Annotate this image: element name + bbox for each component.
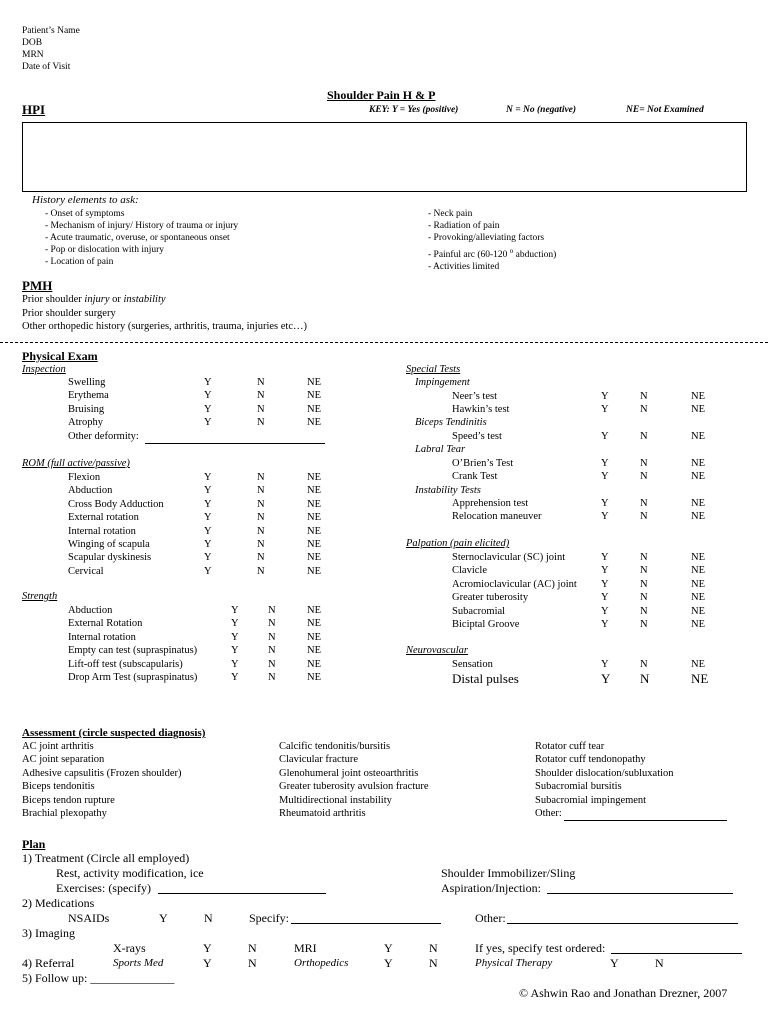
assessment-item[interactable]: Shoulder dislocation/subluxation — [535, 767, 674, 779]
inspection-0-ne[interactable]: NE — [307, 377, 321, 388]
inspection-3-ne[interactable]: NE — [307, 417, 321, 429]
list-item: - Pop or dislocation with injury — [45, 245, 165, 255]
neuro-0-ne[interactable]: NE — [691, 659, 705, 670]
inspection-1-ne[interactable]: NE — [307, 390, 321, 402]
inspection-0-y[interactable]: Y — [204, 377, 212, 388]
sports-med-label: Sports Med — [113, 957, 164, 969]
palpation-item: Subacromial — [452, 605, 506, 617]
xrays-label: X-rays — [113, 941, 146, 955]
plan-treatment: 1) Treatment (Circle all employed) — [22, 851, 190, 865]
history-heading: History elements to ask: — [32, 194, 139, 206]
strength-item: Abduction — [68, 605, 113, 616]
inspection-2-n[interactable]: N — [257, 403, 265, 415]
strength-2-y[interactable]: Y — [231, 631, 239, 643]
list-item: - Painful arc (60-120 $^o$ abduction) — [428, 247, 557, 261]
pmh-line-3: Other orthopedic history (surgeries, arthritis, trauma, injuries etc…) — [22, 321, 307, 332]
ins-0-n[interactable]: N — [640, 498, 648, 509]
exercises-blank[interactable] — [158, 893, 326, 894]
inspection-item: Swelling — [68, 377, 106, 388]
bic-0-ne[interactable]: NE — [691, 431, 705, 442]
pt-no[interactable]: N — [655, 956, 664, 970]
inspection-1-n[interactable]: N — [257, 390, 265, 402]
strength-3-ne[interactable]: NE — [307, 645, 321, 657]
history-right-list — [428, 208, 556, 273]
palpation-heading: Palpation (pain elicited) — [406, 538, 510, 549]
xrays-no[interactable]: N — [248, 941, 257, 955]
bic-0-n[interactable]: N — [640, 431, 648, 442]
imp-1-ne[interactable]: NE — [691, 404, 705, 416]
palpation-item: Sternoclavicular (SC) joint — [452, 552, 566, 563]
rom-3-ne[interactable]: NE — [307, 512, 321, 524]
key-not-examined: NE= Not Examined — [626, 105, 704, 115]
ins-1-y[interactable]: Y — [601, 511, 609, 523]
lab-1-ne[interactable]: NE — [691, 471, 705, 483]
palp-4-y[interactable]: Y — [601, 605, 609, 617]
test-ordered-blank[interactable] — [611, 953, 742, 954]
rom-7-n[interactable]: N — [257, 565, 265, 577]
plan-aspiration: Aspiration/Injection: — [441, 881, 541, 895]
page-title: Shoulder Pain H & P — [327, 88, 436, 102]
palp-0-y[interactable]: Y — [601, 552, 609, 563]
ins-1-ne[interactable]: NE — [691, 511, 705, 523]
palpation-item: Clavicle — [452, 565, 487, 577]
strength-0-ne[interactable]: NE — [307, 605, 321, 616]
mri-yes[interactable]: Y — [384, 941, 393, 955]
biceps-heading: Biceps Tendinitis — [415, 417, 487, 428]
palpation-item: Acromioclavicular (AC) joint — [452, 578, 577, 590]
orthopedics-yes[interactable]: Y — [384, 956, 393, 970]
assessment-item[interactable]: AC joint separation — [22, 754, 105, 766]
imp-0-ne[interactable]: NE — [691, 391, 705, 402]
physical-therapy-label: Physical Therapy — [475, 957, 553, 969]
assessment-item[interactable]: Biceps tendonitis — [22, 781, 95, 793]
assessment-item[interactable]: Other: — [535, 808, 562, 819]
ins-1-n[interactable]: N — [640, 511, 648, 523]
neuro-0-n[interactable]: N — [640, 659, 648, 670]
inspection-item: Erythema — [68, 390, 109, 402]
follow-up-blank[interactable]: ______________ — [90, 971, 175, 985]
plan-medications: 2) Medications — [22, 896, 95, 910]
rom-3-y[interactable]: Y — [204, 512, 212, 524]
mrn-label: MRN — [22, 50, 44, 60]
strength-1-ne[interactable]: NE — [307, 618, 321, 630]
section-divider — [0, 342, 768, 343]
palp-1-n[interactable]: N — [640, 565, 648, 577]
instability-item: Relocation maneuver — [452, 511, 542, 523]
nsaids-label: NSAIDs — [68, 911, 110, 925]
inspection-2-ne[interactable]: NE — [307, 403, 321, 415]
rom-2-y[interactable]: Y — [204, 498, 212, 510]
strength-5-n[interactable]: N — [268, 672, 276, 683]
rom-item: Cervical — [68, 565, 104, 577]
rom-6-ne[interactable]: NE — [307, 552, 321, 564]
palp-1-ne[interactable]: NE — [691, 565, 705, 577]
palp-4-n[interactable]: N — [640, 605, 648, 617]
instability-item: Apprehension test — [452, 498, 529, 509]
plan-follow-up: 5) Follow up: ______________ — [22, 971, 175, 985]
rom-item: Internal rotation — [68, 525, 136, 537]
palp-5-y[interactable]: Y — [601, 619, 609, 630]
neuro-1-ne[interactable]: NE — [691, 671, 709, 686]
key-no: N = No (negative) — [506, 105, 577, 115]
imp-1-n[interactable]: N — [640, 404, 648, 416]
copyright: © Ashwin Rao and Jonathan Drezner, 2007 — [519, 986, 728, 1000]
inspection-item: Bruising — [68, 403, 105, 415]
neuro-1-n[interactable]: N — [640, 671, 650, 686]
strength-4-y[interactable]: Y — [231, 658, 239, 670]
neuro-1-y[interactable]: Y — [601, 671, 611, 686]
list-item: - Location of pain — [45, 257, 114, 267]
plan-heading: Plan — [22, 837, 46, 851]
palp-5-ne[interactable]: NE — [691, 619, 705, 630]
assessment-item[interactable]: Multidirectional instability — [279, 794, 392, 806]
rom-4-y[interactable]: Y — [204, 525, 212, 537]
plan-exercises: Exercises: (specify) — [56, 881, 151, 895]
list-item: - Provoking/alleviating factors — [428, 233, 545, 243]
strength-4-ne[interactable]: NE — [307, 658, 321, 670]
list-item: - Activities limited — [428, 262, 500, 273]
rom-4-n[interactable]: N — [257, 525, 265, 537]
orthopedics-label: Orthopedics — [294, 957, 349, 969]
physical-exam-heading: Physical Exam — [22, 349, 98, 363]
assessment-item[interactable]: Subacromial impingement — [535, 794, 647, 806]
hpi-text-box[interactable] — [22, 122, 747, 192]
plan-referral: 4) Referral — [22, 956, 75, 970]
rom-7-y[interactable]: Y — [204, 565, 212, 577]
orthopedics-no[interactable]: N — [429, 956, 438, 970]
rom-0-y[interactable]: Y — [204, 472, 212, 483]
inspection-1-y[interactable]: Y — [204, 390, 212, 402]
lab-0-n[interactable]: N — [640, 458, 648, 469]
lab-1-y[interactable]: Y — [601, 471, 609, 483]
neuro-item: Distal pulses — [452, 671, 519, 686]
rom-2-ne[interactable]: NE — [307, 498, 321, 510]
rom-item: External rotation — [68, 512, 139, 524]
palp-4-ne[interactable]: NE — [691, 605, 705, 617]
palp-1-y[interactable]: Y — [601, 565, 609, 577]
plan-rest[interactable]: Rest, activity modification, ice — [56, 866, 204, 880]
labral-item: Crank Test — [452, 471, 498, 483]
bic-0-y[interactable]: Y — [601, 431, 609, 442]
assessment-heading: Assessment (circle suspected diagnosis) — [22, 727, 206, 739]
specify-label: Specify: — [249, 911, 289, 925]
pmh-line-2: Prior shoulder surgery — [22, 308, 116, 319]
list-item: - Mechanism of injury/ History of trauma or injury — [45, 221, 239, 231]
lab-1-n[interactable]: N — [640, 471, 648, 483]
assessment-item[interactable]: Calcific tendonitis/bursitis — [279, 741, 391, 752]
rom-heading: ROM (full active/passive) — [22, 458, 130, 469]
mri-label: MRI — [294, 941, 317, 955]
assessment-item[interactable]: Biceps tendon rupture — [22, 794, 115, 806]
assessment-item[interactable]: AC joint arthritis — [22, 741, 94, 752]
list-item: - Acute traumatic, overuse, or spontaneous onset — [45, 233, 230, 243]
list-item: - Radiation of pain — [428, 221, 500, 231]
palp-0-n[interactable]: N — [640, 552, 648, 563]
palp-0-ne[interactable]: NE — [691, 552, 705, 563]
nsaids-no[interactable]: N — [204, 911, 213, 925]
strength-heading: Strength — [22, 591, 58, 602]
other-deformity-label: Other deformity: — [68, 430, 139, 442]
sports-med-yes[interactable]: Y — [203, 956, 212, 970]
assessment-item[interactable]: Greater tuberosity avulsion fracture — [279, 781, 429, 793]
strength-item: Lift-off test (subscapularis) — [68, 658, 183, 670]
rom-5-ne[interactable]: NE — [307, 539, 321, 550]
pmh-line-1: Prior shoulder injury or instability — [22, 294, 166, 305]
palp-2-y[interactable]: Y — [601, 578, 609, 590]
strength-item: Internal rotation — [68, 631, 136, 643]
rom-3-n[interactable]: N — [257, 512, 265, 524]
list-item: - Neck pain — [428, 209, 473, 219]
aspiration-blank[interactable] — [547, 893, 733, 894]
rom-5-n[interactable]: N — [257, 539, 265, 550]
assessment-other-blank[interactable] — [564, 820, 727, 821]
palp-3-n[interactable]: N — [640, 592, 648, 604]
assessment-item[interactable]: Adhesive capsulitis (Frozen shoulder) — [22, 767, 182, 779]
inspection-heading: Inspection — [22, 364, 66, 375]
rom-item: Winging of scapula — [68, 539, 150, 550]
assessment-item[interactable]: Clavicular fracture — [279, 754, 358, 766]
pmh-heading: PMH — [22, 278, 53, 293]
xrays-yes[interactable]: Y — [203, 941, 212, 955]
assessment-item[interactable]: Subacromial bursitis — [535, 781, 622, 793]
imp-1-y[interactable]: Y — [601, 404, 609, 416]
strength-3-y[interactable]: Y — [231, 645, 239, 657]
special-tests-heading: Special Tests — [406, 364, 461, 375]
rom-6-n[interactable]: N — [257, 552, 265, 564]
assessment-item[interactable]: Rotator cuff tendonopathy — [535, 754, 646, 766]
palp-2-n[interactable]: N — [640, 578, 648, 590]
patient-name-label: Patient’s Name — [22, 26, 80, 36]
strength-5-y[interactable]: Y — [231, 672, 239, 683]
inspection-3-n[interactable]: N — [257, 417, 265, 429]
palp-3-y[interactable]: Y — [601, 592, 609, 604]
rom-item: Scapular dyskinesis — [68, 552, 152, 564]
inspection-3-y[interactable]: Y — [204, 417, 212, 429]
palp-3-ne[interactable]: NE — [691, 592, 705, 604]
lab-0-y[interactable]: Y — [601, 458, 609, 469]
assessment-item[interactable]: Rotator cuff tear — [535, 741, 605, 752]
ins-0-ne[interactable]: NE — [691, 498, 705, 509]
rom-item: Abduction — [68, 485, 113, 497]
rom-7-ne[interactable]: NE — [307, 565, 321, 577]
nsaids-yes[interactable]: Y — [159, 911, 168, 925]
imp-0-n[interactable]: N — [640, 391, 648, 402]
neuro-0-y[interactable]: Y — [601, 659, 609, 670]
strength-item: External Rotation — [68, 618, 143, 630]
rom-5-y[interactable]: Y — [204, 539, 212, 550]
inspection-2-y[interactable]: Y — [204, 403, 212, 415]
impingement-item: Neer’s test — [452, 391, 497, 402]
strength-3-n[interactable]: N — [268, 645, 276, 657]
instability-heading: Instability Tests — [415, 485, 481, 496]
rom-0-ne[interactable]: NE — [307, 472, 321, 483]
strength-2-ne[interactable]: NE — [307, 631, 321, 643]
strength-item: Drop Arm Test (supraspinatus) — [68, 672, 198, 683]
inspection-0-n[interactable]: N — [257, 377, 265, 388]
rom-1-n[interactable]: N — [257, 485, 265, 497]
pt-yes[interactable]: Y — [610, 956, 619, 970]
plan-immobilizer[interactable]: Shoulder Immobilizer/Sling — [441, 866, 576, 880]
hpi-heading: HPI — [22, 102, 46, 117]
dob-label: DOB — [22, 38, 43, 48]
labral-item: O’Brien’s Test — [452, 458, 514, 469]
key-yes: KEY: Y = Yes (positive) — [369, 105, 459, 115]
assessment-item[interactable]: Glenohumeral joint osteoarthritis — [279, 767, 419, 779]
impingement-heading: Impingement — [415, 377, 470, 388]
ins-0-y[interactable]: Y — [601, 498, 609, 509]
rom-1-y[interactable]: Y — [204, 485, 212, 497]
strength-0-n[interactable]: N — [268, 605, 276, 616]
strength-5-ne[interactable]: NE — [307, 672, 321, 683]
rom-4-ne[interactable]: NE — [307, 525, 321, 537]
date-of-visit-label: Date of Visit — [22, 62, 71, 72]
specify-blank[interactable] — [291, 923, 441, 924]
palpation-item: Greater tuberosity — [452, 592, 529, 604]
sports-med-no[interactable]: N — [248, 956, 257, 970]
strength-item: Empty can test (supraspinatus) — [68, 645, 198, 657]
rom-item: Cross Body Adduction — [68, 498, 164, 510]
assessment-item[interactable]: Rheumatoid arthritis — [279, 808, 366, 819]
list-item: - Onset of symptoms — [45, 209, 125, 219]
mri-no[interactable]: N — [429, 941, 438, 955]
if-yes-label: If yes, specify test ordered: — [475, 941, 606, 955]
other-med-blank[interactable] — [507, 923, 738, 924]
strength-1-n[interactable]: N — [268, 618, 276, 630]
labral-heading: Labral Tear — [415, 444, 466, 455]
palpation-item: Biciptal Groove — [452, 619, 520, 630]
palp-5-n[interactable]: N — [640, 619, 648, 630]
plan-imaging: 3) Imaging — [22, 926, 75, 940]
biceps-item: Speed’s test — [452, 431, 502, 442]
rom-6-y[interactable]: Y — [204, 552, 212, 564]
inspection-item: Atrophy — [68, 417, 103, 429]
palp-2-ne[interactable]: NE — [691, 578, 705, 590]
lab-0-ne[interactable]: NE — [691, 458, 705, 469]
rom-item: Flexion — [68, 472, 101, 483]
impingement-item: Hawkin’s test — [452, 404, 510, 416]
other-deformity-blank[interactable] — [145, 443, 325, 444]
rom-1-ne[interactable]: NE — [307, 485, 321, 497]
rom-0-n[interactable]: N — [257, 472, 265, 483]
strength-0-y[interactable]: Y — [231, 605, 239, 616]
strength-2-n[interactable]: N — [268, 631, 276, 643]
imp-0-y[interactable]: Y — [601, 391, 609, 402]
strength-4-n[interactable]: N — [268, 658, 276, 670]
assessment-item[interactable]: Brachial plexopathy — [22, 808, 107, 819]
neuro-item: Sensation — [452, 659, 493, 670]
other-med-label: Other: — [475, 911, 506, 925]
neurovascular-heading: Neurovascular — [406, 645, 469, 656]
rom-2-n[interactable]: N — [257, 498, 265, 510]
strength-1-y[interactable]: Y — [231, 618, 239, 630]
history-left-list — [45, 208, 238, 268]
